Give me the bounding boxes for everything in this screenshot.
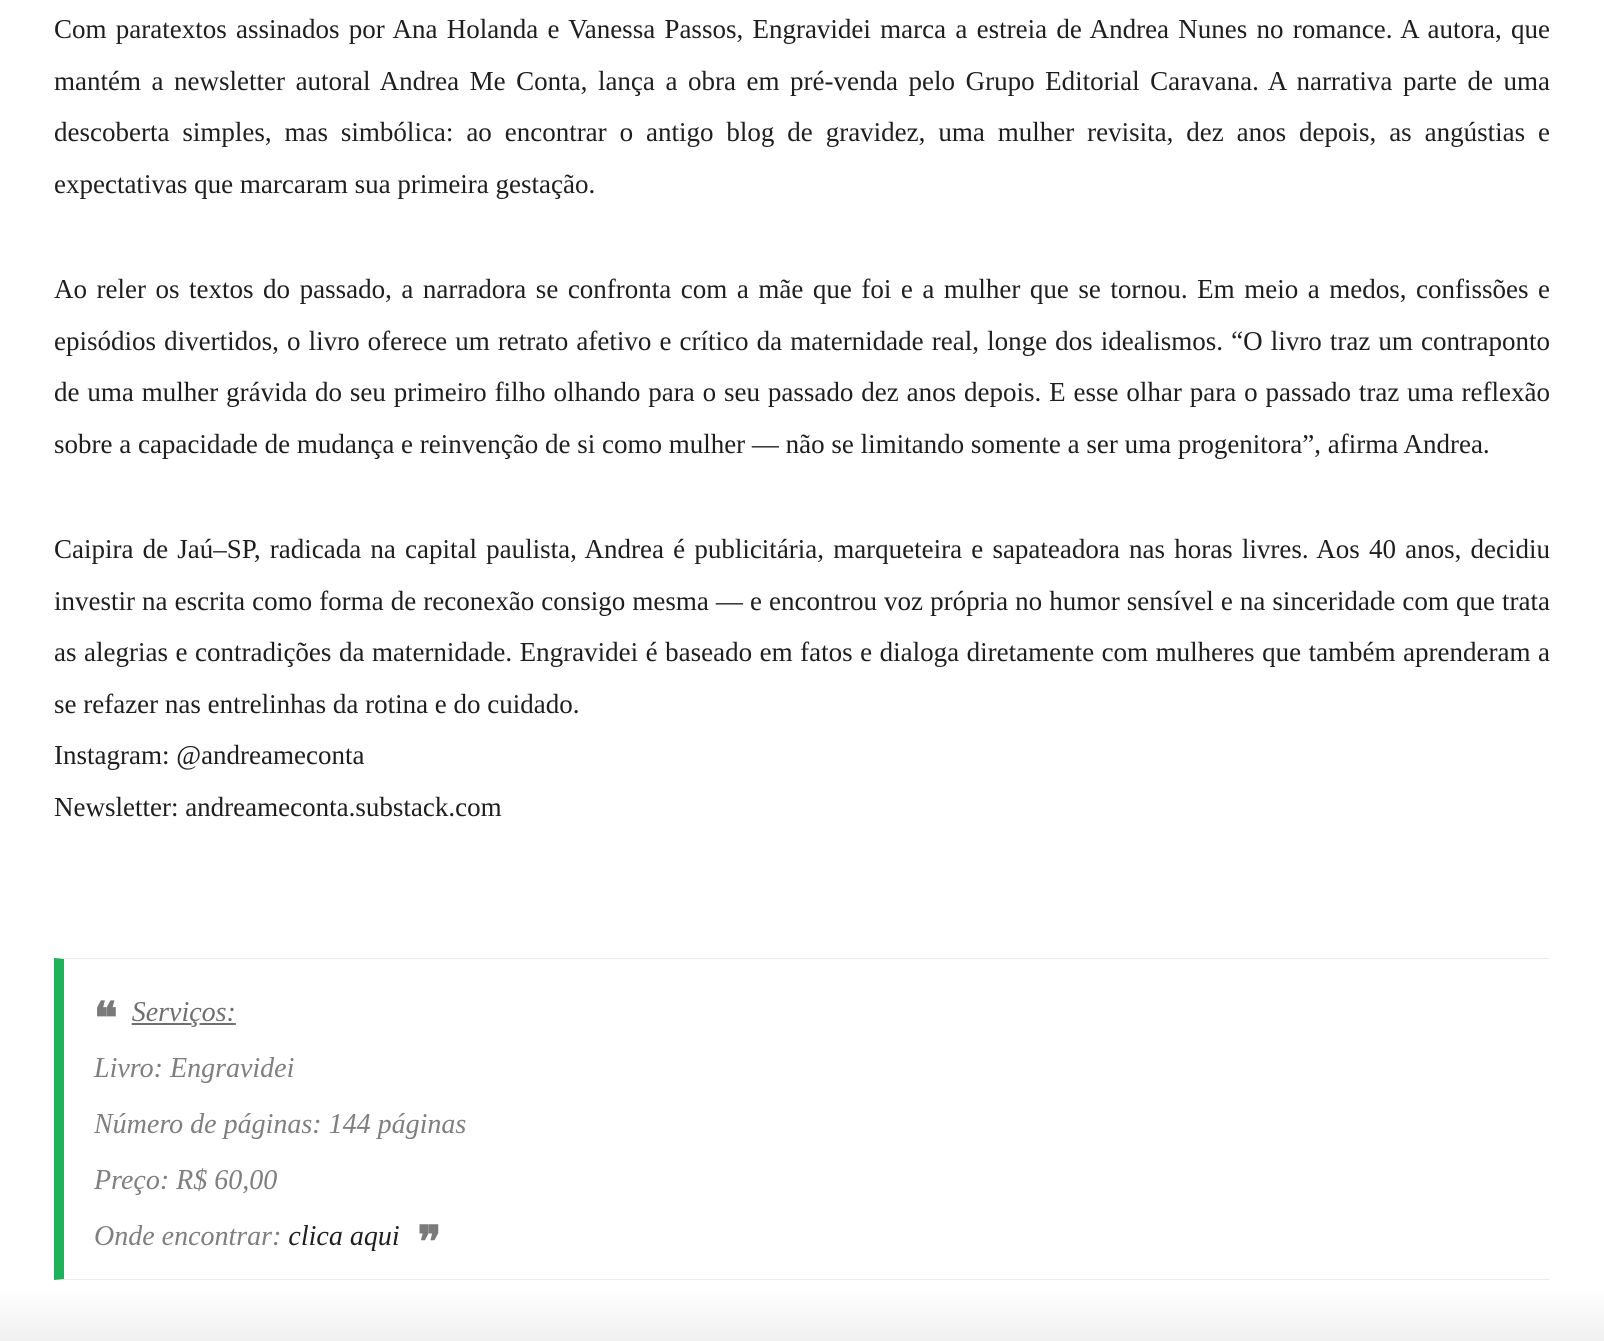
article-body [54, 4, 1550, 833]
services-onde-row [94, 1209, 1550, 1268]
instagram-line: Instagram: @andreameconta [54, 740, 365, 770]
services-preco: Preço: R$ 60,00 [94, 1165, 278, 1196]
services-blockquote [54, 958, 1550, 1280]
services-paginas: Número de páginas: 144 páginas [94, 1109, 467, 1140]
paragraph-quote: Ao reler os textos do passado, a narradora se confronta com a mãe que foi e a mulher que se tornou. Em meio a medos, confissões e episódios divertidos, o livro oferece um retrato afetivo e crítico da maternidade real, longe dos idealismos. “O livro traz um contraponto de uma mulher grávida do seu primeiro filho olhando para o seu passado dez anos depois. E esse olhar para o passado traz uma reflexão sobre a capacidade de mudança e reinvenção de si como mulher — não se limitando somente a ser uma progenitora”, afirma Andrea. [54, 274, 1550, 459]
services-onde-label: Onde encontrar: [94, 1221, 282, 1252]
services-title: Serviços: [131, 997, 236, 1028]
services-livro: Livro: Engravidei [94, 1053, 295, 1084]
services-title-row [94, 985, 1550, 1044]
paragraph-author: Caipira de Jaú–SP, radicada na capital paulista, Andrea é publicitária, marqueteira e sapateadora nas horas livres. Aos 40 anos, decidiu investir na escrita como forma de reconexão consigo mesma — e encontrou voz própria no humor sensível e na sinceridade com que trata as alegrias e contradições da maternidade. Engravidei é baseado em fatos e dialoga diretamente com mulheres que também aprenderam a se refazer nas entrelinhas da rotina e do cuidado. [54, 534, 1550, 719]
newsletter-line: Newsletter: andreameconta.substack.com [54, 791, 502, 822]
buy-link[interactable]: clica aqui [288, 1221, 400, 1252]
quote-close-icon: ❞ [417, 1217, 442, 1268]
quote-open-icon: ❝ [94, 993, 118, 1044]
page-bottom-shade [0, 1289, 1604, 1341]
paragraph-intro: Com paratextos assinados por Ana Holanda e Vanessa Passos, Engravidei marca a estreia de Andrea Nunes no romance. A autora, que mantém a newsletter autoral Andrea Me Conta, lança a obra em pré-venda pelo Grupo Editorial Caravana. A narrativa parte de uma descoberta simples, mas simbólica: ao encontrar o antigo blog de gravidez, uma mulher revisita, dez anos depois, as angústias e expectativas que marcaram sua primeira gestação. [54, 14, 1550, 199]
